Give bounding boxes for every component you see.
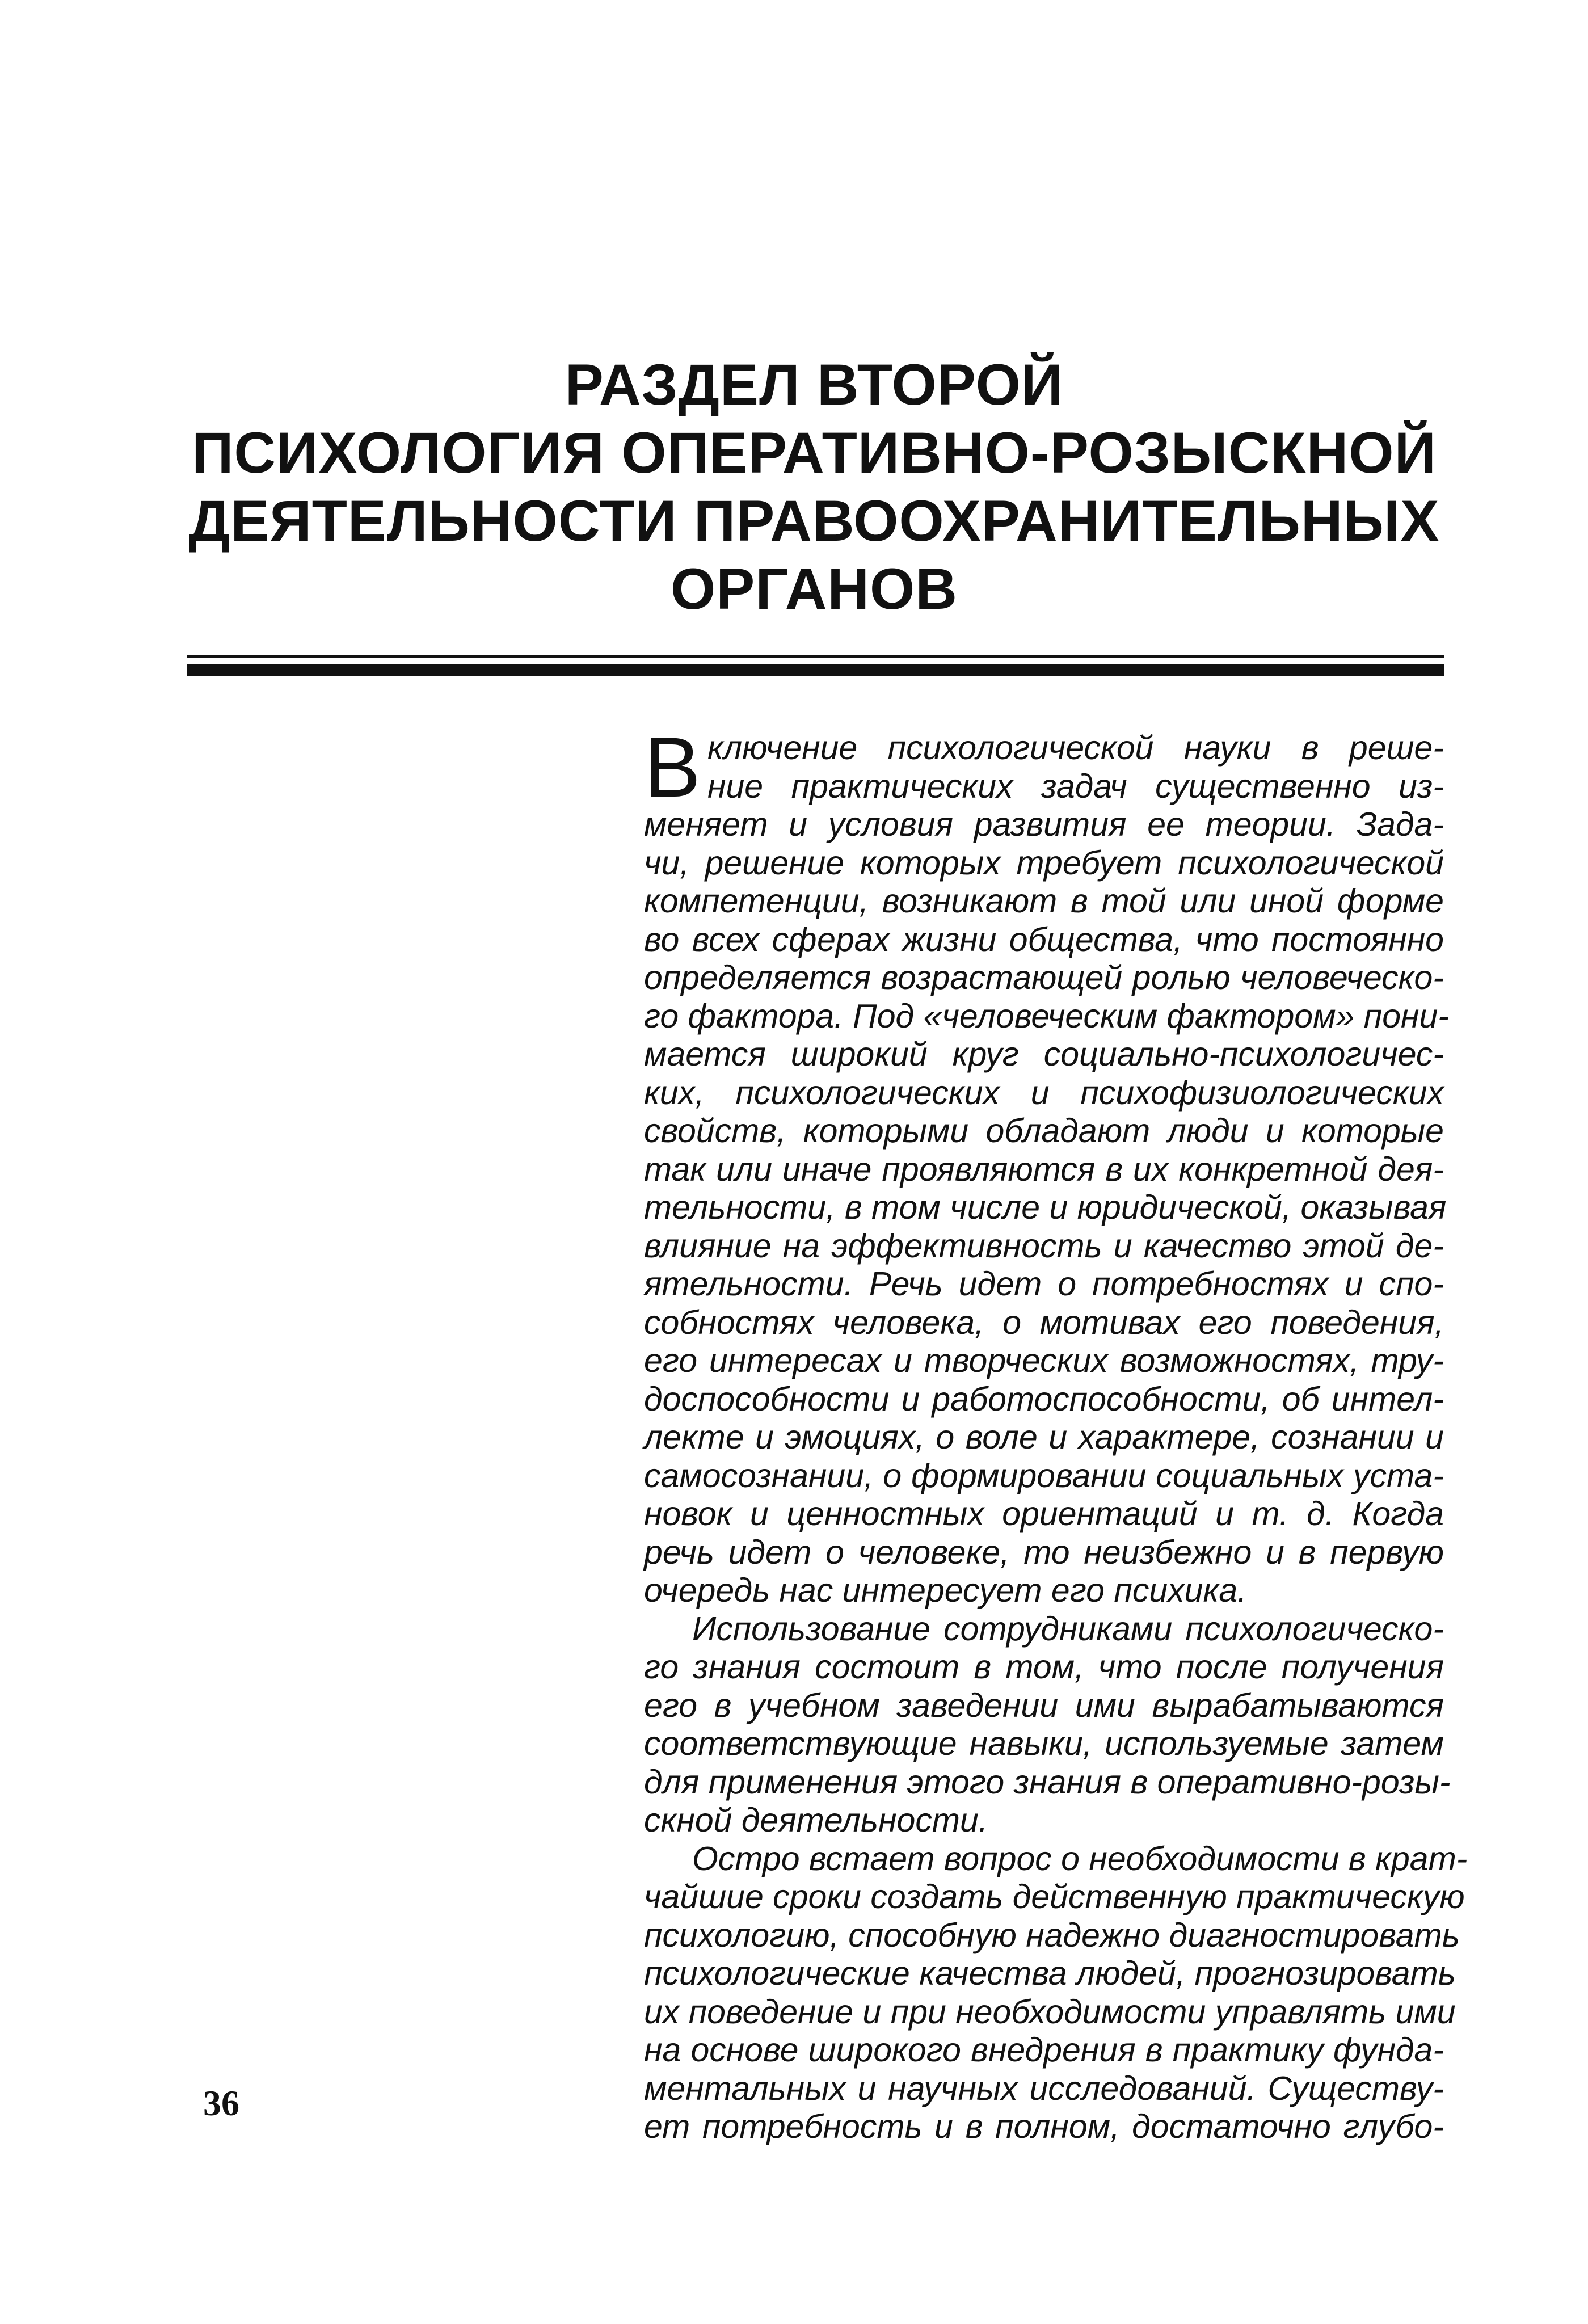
text-line: ключение психологической науки в реше- — [707, 729, 1444, 767]
heading-rule-thick — [187, 664, 1444, 676]
text-line: ких, психологических и психофизиологических — [644, 1073, 1444, 1112]
text-line: психологию, способную надежно диагностировать — [644, 1916, 1460, 1954]
text-line: речь идет о человеке, то неизбежно и в первую — [644, 1533, 1444, 1571]
text-line: Остро встает вопрос о необходимости в крат- — [692, 1839, 1468, 1877]
third-paragraph — [644, 1839, 1468, 2146]
text-line: его интересах и творческих возможностях, тру- — [644, 1342, 1444, 1379]
heading-line-1: РАЗДЕЛ ВТОРОЙ — [565, 352, 1064, 417]
text-line: чайшие сроки создать действенную практическую — [644, 1878, 1465, 1915]
text-line: психологические качества людей, прогнозировать — [644, 1955, 1456, 1992]
page-number: 36 — [203, 2083, 239, 2123]
text-line: чи, решение которых требует психологической — [644, 844, 1444, 882]
text-line: соответствующие навыки, используемые затем — [644, 1725, 1444, 1762]
heading-rule-thin — [187, 655, 1444, 658]
text-line: ментальных и научных исследований. Существу- — [644, 2069, 1444, 2107]
text-line: для применения этого знания в оперативно-розы- — [644, 1763, 1451, 1801]
first-paragraph — [644, 719, 1449, 1610]
text-line: новок и ценностных ориентаций и т. д. Когда — [644, 1495, 1444, 1533]
text-line: ет потребность и в полном, достаточно глубо- — [644, 2108, 1444, 2145]
section-heading — [182, 351, 1447, 623]
heading-line-3: ДЕЯТЕЛЬНОСТИ ПРАВООХРАНИТЕЛЬНЫХ — [188, 489, 1440, 553]
second-paragraph — [644, 1610, 1451, 1840]
text-line: собностях человека, о мотивах его поведения, — [644, 1303, 1444, 1341]
text-line: на основе широкого внедрения в практику фунда- — [644, 2031, 1444, 2069]
heading-line-2: ПСИХОЛОГИЯ ОПЕРАТИВНО-РОЗЫСКНОЙ — [192, 420, 1437, 485]
text-line: их поведение и при необходимости управлять ими — [644, 1993, 1456, 2031]
text-line: его в учебном заведении ими вырабатываются — [644, 1686, 1444, 1724]
text-line: компетенции, возникают в той или иной форме — [644, 882, 1444, 920]
text-line: ние практических задач существенно из- — [707, 767, 1444, 805]
text-line: меняет и условия развития ее теории. Зада- — [644, 806, 1444, 843]
text-line: свойств, которыми обладают люди и которые — [644, 1112, 1444, 1150]
heading-line-4: ОРГАНОВ — [670, 557, 958, 621]
body-text — [644, 719, 1468, 2146]
text-line: доспособности и работоспособности, об интел- — [644, 1380, 1444, 1418]
text-line: очередь нас интересует его психика. — [644, 1572, 1247, 1609]
text-line: Использование сотрудниками психологическо- — [692, 1610, 1444, 1648]
text-line: определяется возрастающей ролью человеческо- — [644, 959, 1444, 996]
text-line: го фактора. Под «человеческим фактором» пони- — [644, 997, 1449, 1035]
text-line: скной деятельности. — [644, 1801, 988, 1839]
text-line: го знания состоит в том, что после получения — [644, 1648, 1444, 1686]
text-line: лекте и эмоциях, о воле и характере, сознании и — [644, 1418, 1444, 1456]
text-line: тельности, в том числе и юридической, оказывая — [644, 1189, 1447, 1226]
text-line: так или иначе проявляются в их конкретной дея- — [644, 1150, 1444, 1188]
text-line: ятельности. Речь идет о потребностях и спо- — [644, 1265, 1444, 1303]
text-line: во всех сферах жизни общества, что постоянно — [644, 920, 1444, 958]
drop-cap: В — [644, 719, 701, 815]
text-line: самосознании, о формировании социальных уста- — [644, 1456, 1444, 1494]
text-line: влияние на эффективность и качество этой де- — [644, 1227, 1444, 1265]
text-line: мается широкий круг социально-психологичес- — [644, 1035, 1444, 1073]
